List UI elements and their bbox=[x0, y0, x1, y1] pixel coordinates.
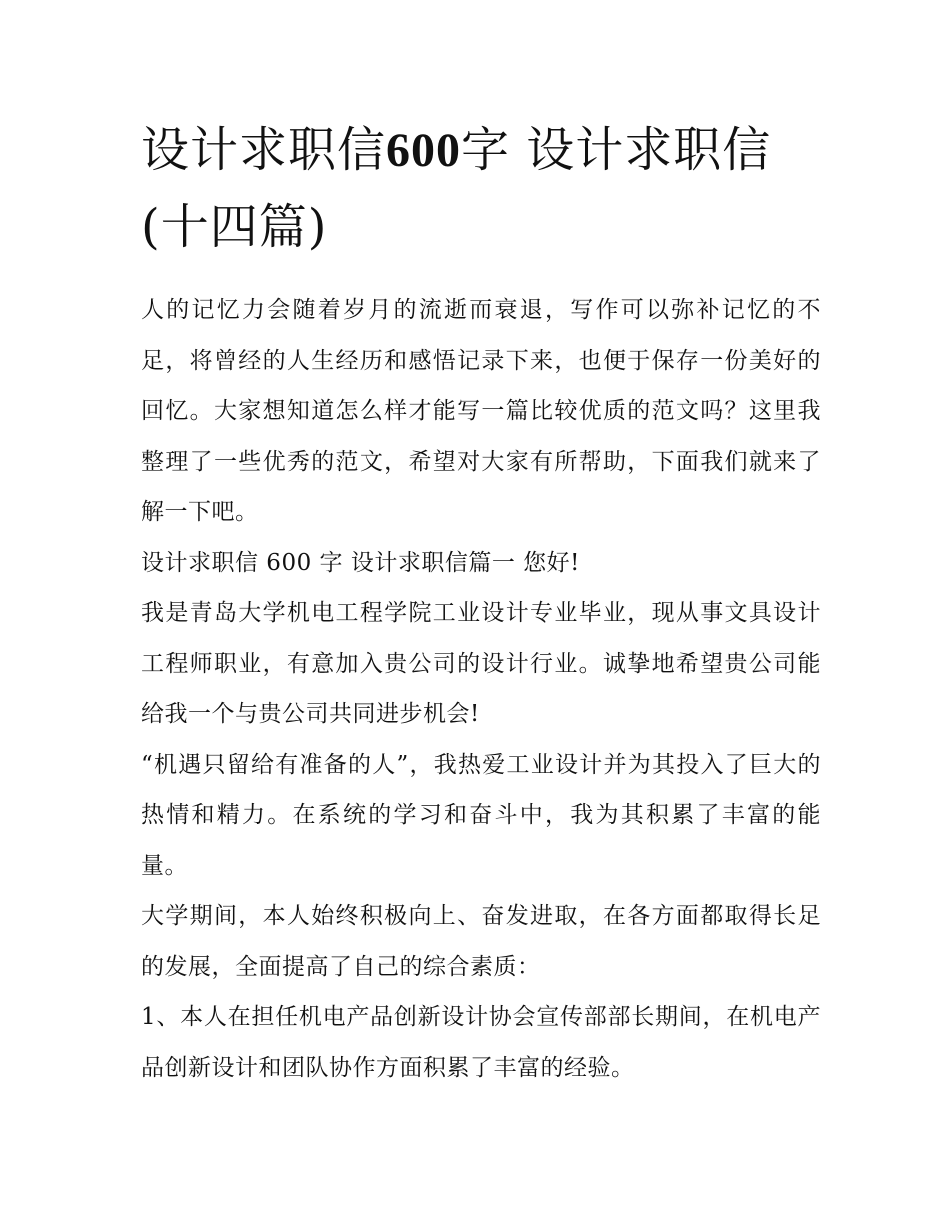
list-item: 1、本人在担任机电产品创新设计协会宣传部部长期间，在机电产品创新设计和团队协作方面积累了丰富的经验。 bbox=[141, 1004, 821, 1081]
intro-paragraph: 人的记忆力会随着岁月的流逝而衰退，写作可以弥补记忆的不足，将曾经的人生经历和感悟记录下来，也便于保存一份美好的回忆。大家想知道怎么样才能写一篇比较优质的范文吗？这里我整理了一些优秀的范文，希望对大家有所帮助，下面我们就来了解一下吧。 bbox=[141, 297, 821, 525]
document-page bbox=[141, 112, 821, 1093]
title-text-part1: 设计求职信 bbox=[141, 122, 387, 178]
section-heading: 设计求职信 600 字 设计求职信篇一 您好! bbox=[141, 549, 580, 576]
document-title bbox=[141, 112, 821, 265]
document-body bbox=[141, 285, 821, 1093]
body-paragraph: “机遇只留给有准备的人”，我热爱工业设计并为其投入了巨大的热情和精力。在系统的学习和奋斗中，我为其积累了丰富的能量。 bbox=[141, 751, 821, 879]
title-text-part2: 字 设计求职信(十四篇) bbox=[141, 122, 772, 255]
body-paragraph: 我是青岛大学机电工程学院工业设计专业毕业，现从事文具设计工程师职业，有意加入贵公司的设计行业。诚挚地希望贵公司能给我一个与贵公司共同进步机会! bbox=[141, 600, 821, 727]
title-number: 600 bbox=[386, 124, 462, 177]
body-paragraph: 大学期间，本人始终积极向上、奋发进取，在各方面都取得长足的发展，全面提高了自己的综合素质： bbox=[141, 903, 821, 980]
